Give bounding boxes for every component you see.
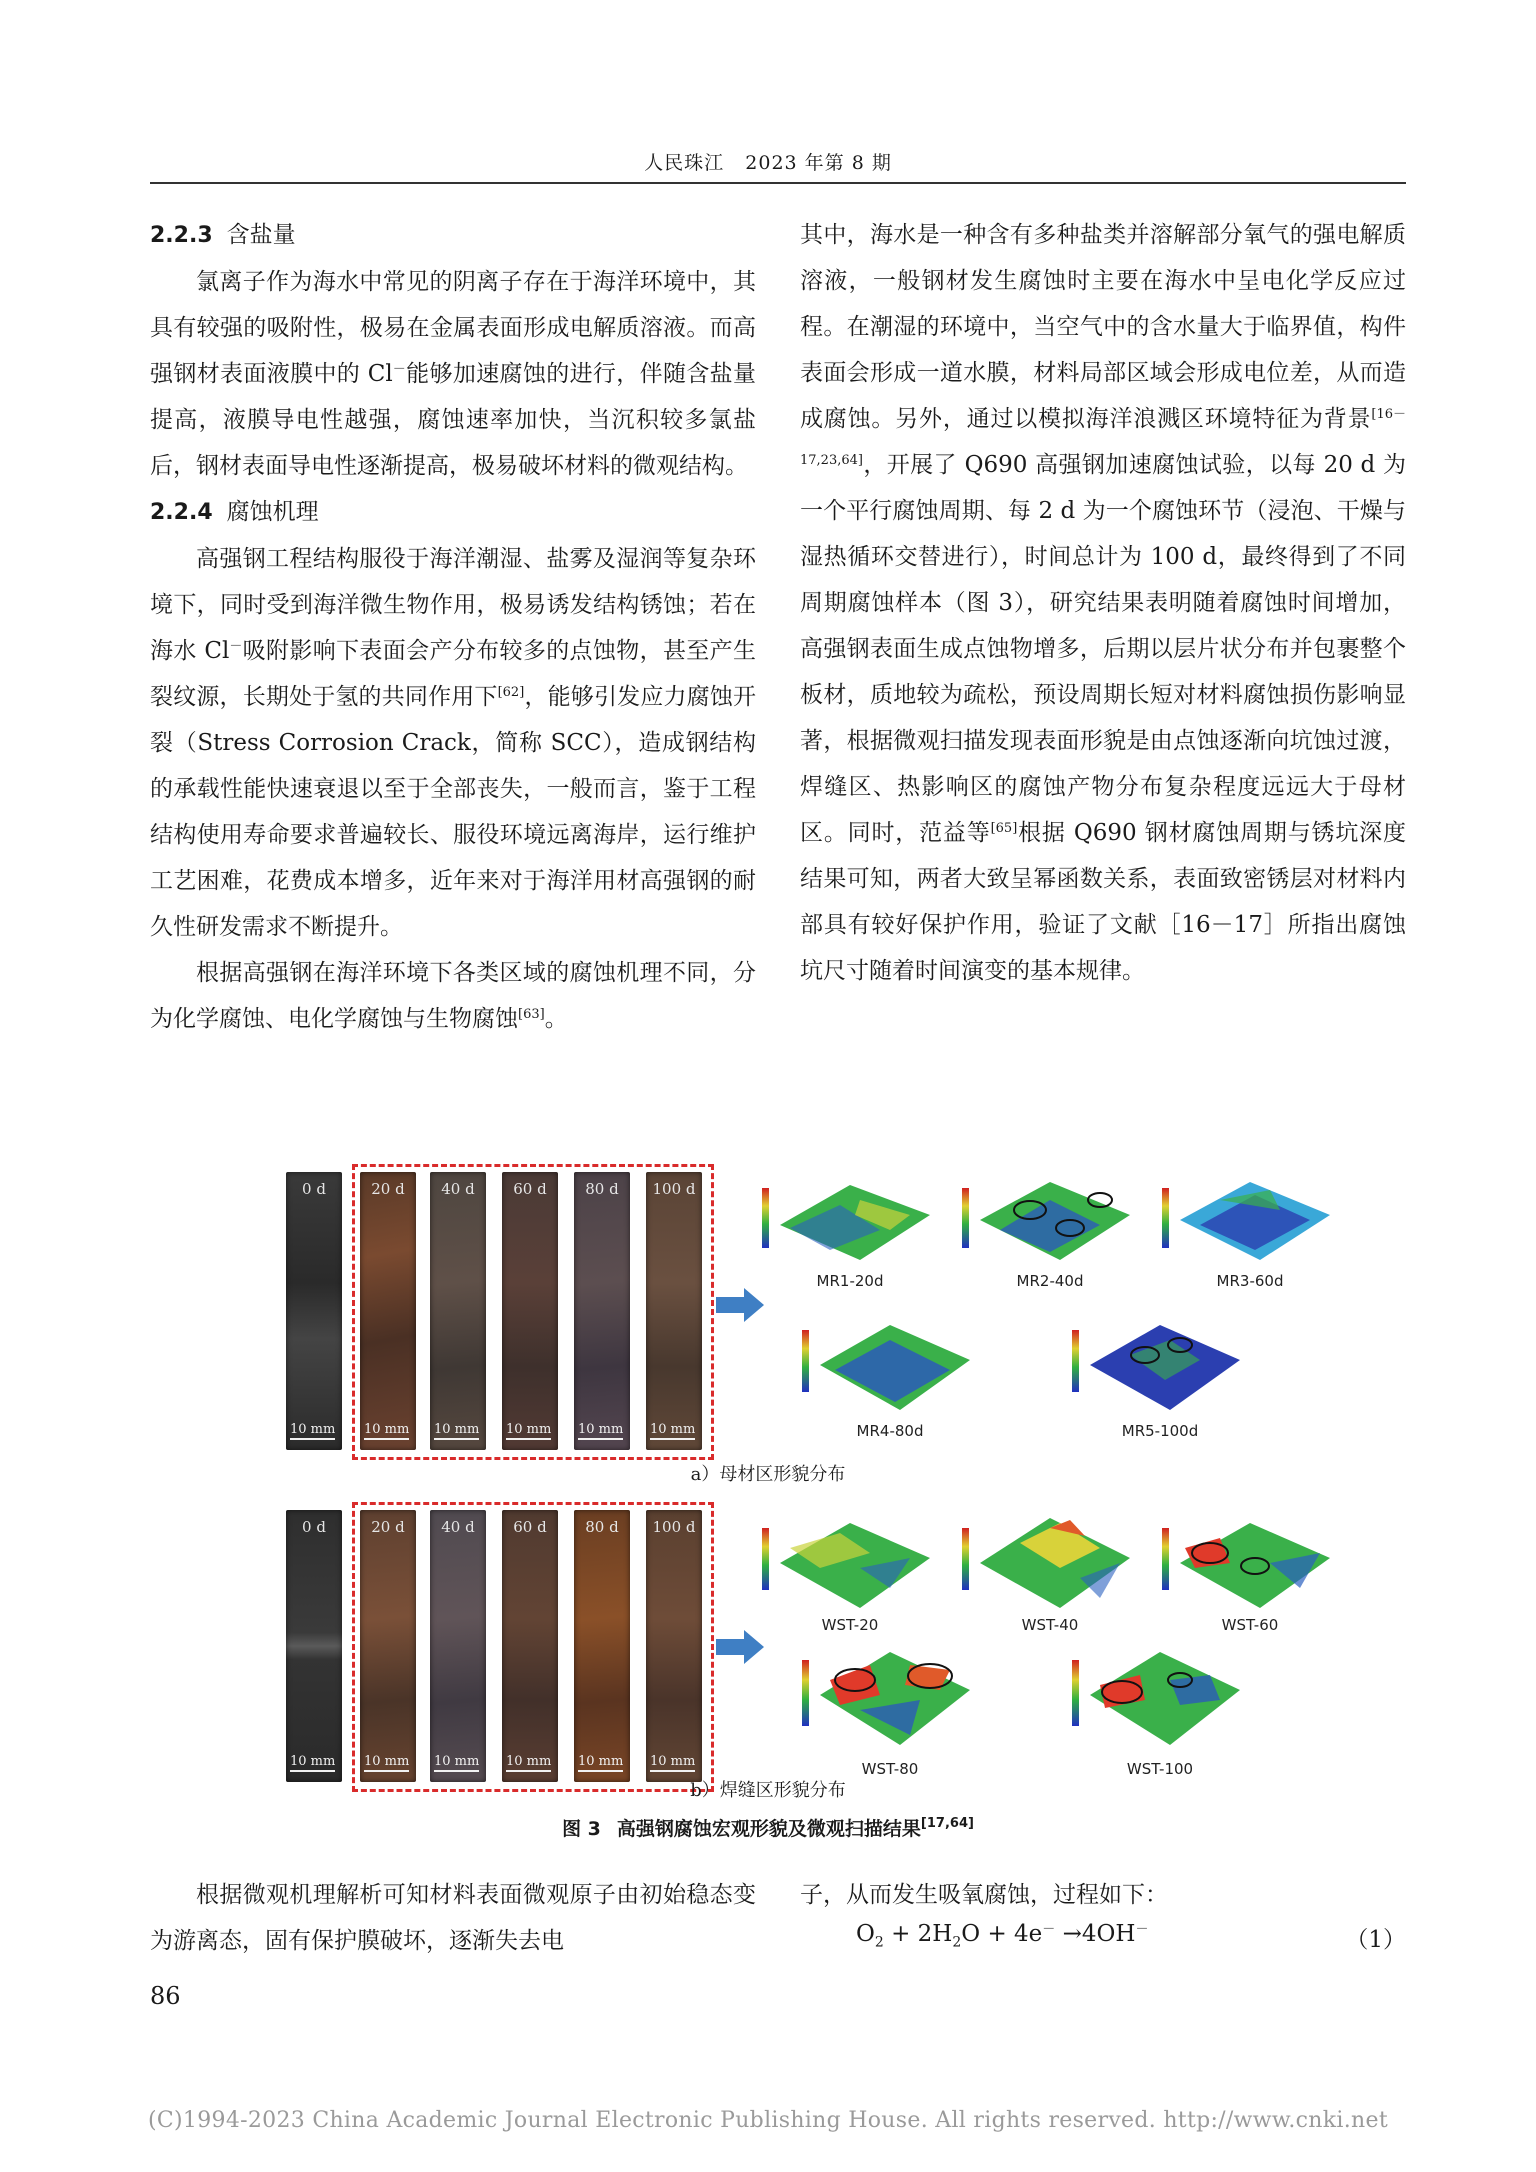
sample-strip-60d — [502, 1510, 558, 1782]
scale-bar: 10 mm — [650, 1422, 695, 1440]
text-run: ，开展了 Q690 高强钢加速腐蚀试验，以每 20 d 为一个平行腐蚀周期、每 2 d 为一个腐蚀环节（浸泡、干燥与湿热循环交替进行），时间总计为 100 d，最终得到了不同周期腐蚀样本（图 3），研究结果表明随着腐蚀时间增加，高强钢表面生成点蚀物增多，后期以层片状分布并包裹整个板材，质地较为疏松，预设周期长短对材料腐蚀损伤影响显著，根据微观扫描发现表面形貌是由点蚀逐渐向坑蚀过渡，焊缝区、热影响区的腐蚀产物分布复杂程度远远大于母材区。同时，范益等 — [800, 452, 1406, 846]
sample-strip-20d — [360, 1510, 416, 1782]
strip-label: 0 d — [302, 1180, 326, 1198]
sample-strip-40d — [430, 1510, 486, 1782]
scale-bar: 10 mm — [506, 1422, 551, 1440]
section-number: 2.2.3 — [150, 223, 213, 248]
surface-plot-wst20 — [760, 1508, 940, 1638]
running-header — [0, 148, 1536, 175]
sample-strip-80d — [574, 1510, 630, 1782]
strip-label: 100 d — [652, 1518, 696, 1536]
right-arrow-icon — [716, 1288, 764, 1322]
strip-label: 100 d — [652, 1180, 696, 1198]
strip-label: 20 d — [371, 1180, 405, 1198]
citation: [62] — [497, 685, 525, 700]
paragraph-salinity — [150, 259, 756, 489]
paragraph-text: 根据微观机理解析可知材料表面微观原子由初始稳态变为游离态，固有保护膜破坏，逐渐失去电 — [150, 1882, 756, 1954]
surface-plot-graphic — [760, 1508, 940, 1616]
surface-plot-graphic — [1070, 1310, 1250, 1420]
header-rule — [150, 182, 1406, 184]
plot-caption: WST-80 — [861, 1760, 919, 1778]
issue-label: 2023 年第 8 期 — [745, 152, 892, 174]
equation-body: $O_2 + 2H_2O + 4e^- \to 4OH^-$ — [856, 1921, 1149, 1951]
plot-caption: MR2-40d — [1016, 1272, 1084, 1290]
citation: [63] — [518, 1007, 545, 1022]
sample-strip-40d — [430, 1172, 486, 1450]
sample-strip-100d — [646, 1172, 702, 1450]
plot-caption: WST-60 — [1221, 1616, 1279, 1634]
surface-plot-wst100 — [1070, 1640, 1250, 1780]
surface-plot-graphic — [960, 1508, 1140, 1616]
page-number: 86 — [150, 1982, 181, 2010]
sample-strip-20d — [360, 1172, 416, 1450]
text-run: 。 — [544, 1006, 568, 1032]
scale-bar: 10 mm — [364, 1422, 409, 1440]
plot-caption: MR1-20d — [816, 1272, 884, 1290]
text-run: 能够加速腐蚀的进行，伴随含盐量提高，液膜导电性越强，腐蚀速率加快，当沉积较多氯盐后，钢材表面导电性逐渐提高，极易破坏材料的微观结构。 — [150, 361, 757, 479]
surface-plot-graphic — [1070, 1640, 1250, 1756]
figure-title: 高强钢腐蚀宏观形貌及微观扫描结果 — [616, 1818, 921, 1840]
section-title: 含盐量 — [226, 222, 296, 248]
plot-caption: MR4-80d — [856, 1422, 924, 1440]
text-run: ，能够引发应力腐蚀开裂（Stress Corrosion Crack，简称 SCC），造成钢结构的承载性能快速衰退以至于全部丧失，一般而言，鉴于工程结构使用寿命要求普遍较长、服役环境远离海岸，运行维护工艺困难，花费成本增多，近年来对于海洋用材高强钢的耐久性研发需求不断提升。 — [150, 684, 757, 940]
strip-label: 40 d — [441, 1180, 475, 1198]
surface-plot-mr3 — [1160, 1170, 1340, 1290]
section-heading-2-2-3 — [150, 212, 756, 259]
section-heading-2-2-4 — [150, 489, 756, 536]
section-title: 腐蚀机理 — [226, 499, 319, 525]
figure-number: 图 3 — [562, 1818, 601, 1840]
plot-caption: WST-20 — [821, 1616, 879, 1634]
bottom-left-paragraph — [150, 1872, 756, 1964]
surface-plot-mr5 — [1070, 1310, 1250, 1440]
equation-number: （1） — [1345, 1927, 1406, 1953]
strip-label: 20 d — [371, 1518, 405, 1536]
paragraph-text: 子，从而发生吸氧腐蚀，过程如下： — [800, 1882, 1168, 1908]
scale-bar: 10 mm — [506, 1754, 551, 1772]
text-run: 根据 Q690 钢材腐蚀周期与锈坑深度结果可知，两者大致呈幂函数关系，表面致密锈层对材料内部具有较好保护作用，验证了文献［16－17］所指出腐蚀坑尺寸随着时间演变的基本规律。 — [800, 820, 1406, 984]
surface-plot-graphic — [800, 1310, 980, 1420]
citation: [16－17,23,64] — [800, 407, 1406, 468]
scale-bar: 10 mm — [364, 1754, 409, 1772]
text-run: 其中，海水是一种含有多种盐类并溶解部分氧气的强电解质溶液，一般钢材发生腐蚀时主要在海水中呈电化学反应过程。在潮湿的环境中，当空气中的含水量大于临界值，构件表面会形成一道水膜，材料局部区域会形成电位差，从而造成腐蚀。另外，通过以模拟海洋浪溅区环境特征为背景 — [800, 222, 1406, 432]
plot-caption: MR5-100d — [1121, 1422, 1199, 1440]
copyright-footer: (C)1994-2023 China Academic Journal Electronic Publishing House. All rights reserved. http://www.cnki.net — [148, 2108, 1388, 2133]
text-run: 根据高强钢在海洋环境下各类区域的腐蚀机理不同，分为化学腐蚀、电化学腐蚀与生物腐蚀 — [150, 960, 756, 1032]
plot-caption: WST-40 — [1021, 1616, 1079, 1634]
plot-caption: WST-100 — [1126, 1760, 1194, 1778]
sample-strip-0d — [286, 1172, 342, 1450]
right-arrow-icon — [716, 1630, 764, 1664]
surface-plot-mr2 — [960, 1170, 1140, 1290]
surface-plot-wst40 — [960, 1508, 1140, 1638]
sample-strip-80d — [574, 1172, 630, 1450]
surface-plot-wst60 — [1160, 1508, 1340, 1638]
scale-bar: 10 mm — [650, 1754, 695, 1772]
surface-plot-graphic — [800, 1640, 980, 1756]
superscript: － — [392, 362, 406, 377]
surface-plot-graphic — [1160, 1170, 1340, 1270]
subfigure-caption-a: a）母材区形貌分布 — [690, 1464, 846, 1485]
bottom-right-paragraph — [800, 1872, 1406, 1918]
strip-label: 60 d — [513, 1518, 547, 1536]
scale-bar: 10 mm — [290, 1422, 335, 1440]
strip-label: 80 d — [585, 1180, 619, 1198]
citation: [65] — [990, 821, 1018, 836]
scale-bar: 10 mm — [578, 1422, 623, 1440]
scale-bar: 10 mm — [434, 1754, 479, 1772]
scale-bar: 10 mm — [434, 1422, 479, 1440]
scale-bar: 10 mm — [290, 1754, 335, 1772]
subfigure-caption-b: b）焊缝区形貌分布 — [690, 1780, 846, 1801]
journal-name: 人民珠江 — [644, 152, 725, 174]
plot-caption: MR3-60d — [1216, 1272, 1284, 1290]
sample-strip-0d — [286, 1510, 342, 1782]
scale-bar: 10 mm — [578, 1754, 623, 1772]
text-run: 高强钢工程结构服役于海洋潮湿、盐雾及湿润等复杂环境下，同时受到海洋微生物作用，极易诱发结构锈蚀；若在海水 Cl — [150, 546, 756, 664]
paragraph-classification — [150, 950, 756, 1042]
sample-strip-60d — [502, 1172, 558, 1450]
figure-caption — [0, 1814, 1536, 1841]
right-column — [800, 212, 1406, 994]
strip-label: 0 d — [302, 1518, 326, 1536]
surface-plot-mr1 — [760, 1170, 940, 1290]
paragraph-mechanism — [150, 536, 756, 950]
surface-plot-graphic — [760, 1170, 940, 1270]
strip-label: 80 d — [585, 1518, 619, 1536]
text-run: 吸附影响下表面会产分布较多的点蚀物，甚至产生裂纹源，长期处于氢的共同作用下 — [150, 638, 757, 710]
left-column — [150, 212, 756, 1042]
citation: [17,64] — [920, 1816, 974, 1831]
section-number: 2.2.4 — [150, 500, 213, 525]
sample-strip-100d — [646, 1510, 702, 1782]
superscript: － — [229, 639, 243, 654]
paragraph-electrochemical — [800, 212, 1406, 994]
text-run: 氯离子作为海水中常见的阴离子存在于海洋环境中，其具有较强的吸附性，极易在金属表面形成电解质溶液。而高强钢材表面液膜中的 Cl — [150, 269, 756, 387]
strip-label: 60 d — [513, 1180, 547, 1198]
surface-plot-wst80 — [800, 1640, 980, 1780]
strip-label: 40 d — [441, 1518, 475, 1536]
surface-plot-mr4 — [800, 1310, 980, 1440]
equation-1 — [856, 1921, 1406, 1953]
surface-plot-graphic — [1160, 1508, 1340, 1616]
surface-plot-graphic — [960, 1170, 1140, 1270]
